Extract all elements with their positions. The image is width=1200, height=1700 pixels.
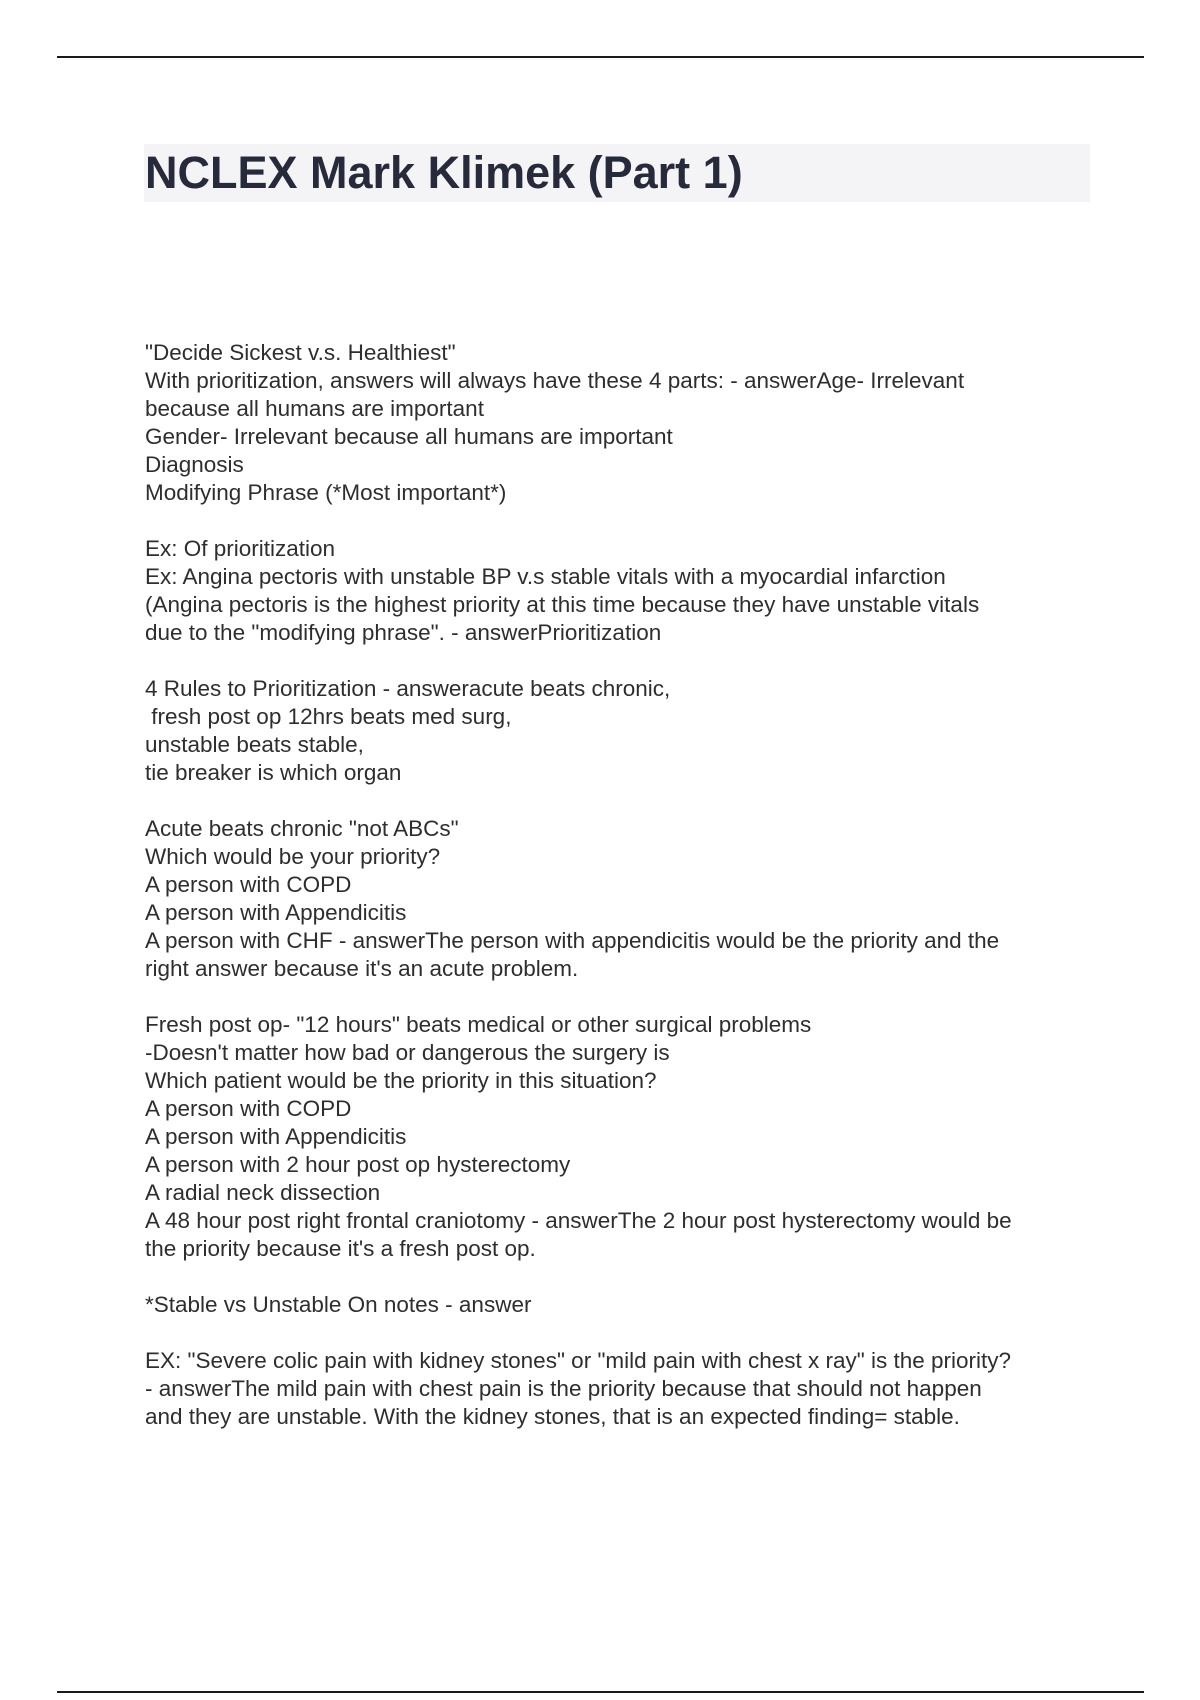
text-line: fresh post op 12hrs beats med surg,	[145, 704, 512, 729]
text-line: - answerThe mild pain with chest pain is the priority because that should not happen	[145, 1376, 982, 1401]
text-line: unstable beats stable,	[145, 732, 364, 757]
text-line: Modifying Phrase (*Most important*)	[145, 480, 507, 505]
text-line: A person with Appendicitis	[145, 1124, 407, 1149]
text-line: Gender- Irrelevant because all humans are important	[145, 424, 673, 449]
text-line: -Doesn't matter how bad or dangerous the surgery is	[145, 1040, 670, 1065]
text-line: Which patient would be the priority in this situation?	[145, 1068, 657, 1093]
text-line: Ex: Angina pectoris with unstable BP v.s stable vitals with a myocardial infarction	[145, 564, 946, 589]
bottom-rule	[57, 1691, 1144, 1693]
text-line: EX: "Severe colic pain with kidney stones" or "mild pain with chest x ray" is the priority?	[145, 1348, 1012, 1373]
text-line: tie breaker is which organ	[145, 760, 402, 785]
text-line: the priority because it's a fresh post op.	[145, 1236, 536, 1261]
text-line: due to the "modifying phrase". - answerPrioritization	[145, 620, 662, 645]
text-line: A 48 hour post right frontal craniotomy - answerThe 2 hour post hysterectomy would be	[145, 1208, 1012, 1233]
paragraph-example	[145, 535, 1105, 647]
paragraph-stable-unstable	[145, 1291, 1105, 1319]
text-line: "Decide Sickest v.s. Healthiest"	[145, 340, 456, 365]
text-line: Which would be your priority?	[145, 844, 441, 869]
text-line: A person with 2 hour post op hysterectomy	[145, 1152, 571, 1177]
text-line: Ex: Of prioritization	[145, 536, 336, 561]
text-line: A person with Appendicitis	[145, 900, 407, 925]
paragraph-rules	[145, 675, 1105, 787]
paragraph-fresh-post-op	[145, 1011, 1105, 1263]
text-line: Acute beats chronic "not ABCs"	[145, 816, 459, 841]
text-line: Diagnosis	[145, 452, 244, 477]
paragraph-acute-chronic	[145, 815, 1105, 983]
paragraph-intro	[145, 339, 1105, 507]
text-line: (Angina pectoris is the highest priority at this time because they have unstable vitals	[145, 592, 980, 617]
top-rule	[57, 56, 1144, 58]
text-line: A person with COPD	[145, 872, 352, 897]
text-line: A radial neck dissection	[145, 1180, 381, 1205]
text-line: A person with CHF - answerThe person with appendicitis would be the priority and the	[145, 928, 1000, 953]
document-body	[145, 339, 1105, 1459]
text-line: *Stable vs Unstable On notes - answer	[145, 1292, 532, 1317]
text-line: With prioritization, answers will always have these 4 parts: - answerAge- Irrelevant	[145, 368, 965, 393]
text-line: Fresh post op- "12 hours" beats medical or other surgical problems	[145, 1012, 812, 1037]
text-line: and they are unstable. With the kidney stones, that is an expected finding= stable.	[145, 1404, 960, 1429]
text-line: 4 Rules to Prioritization - answeracute beats chronic,	[145, 676, 671, 701]
text-line: because all humans are important	[145, 396, 484, 421]
text-line: A person with COPD	[145, 1096, 352, 1121]
page-title: NCLEX Mark Klimek (Part 1)	[145, 147, 743, 198]
paragraph-example-pain	[145, 1347, 1105, 1431]
text-line: right answer because it's an acute problem.	[145, 956, 579, 981]
